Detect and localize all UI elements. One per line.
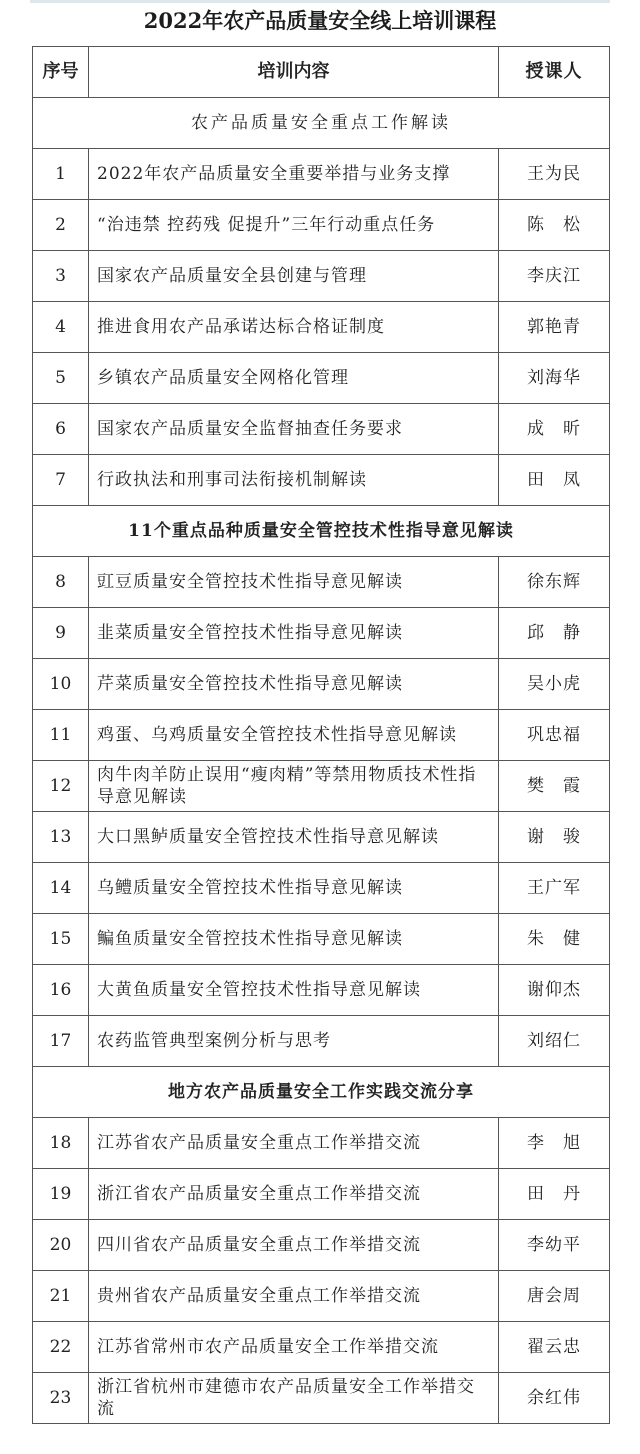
row-number: 17 bbox=[33, 1016, 89, 1067]
row-lecturer: 邱 静 bbox=[499, 608, 610, 659]
row-number: 11 bbox=[33, 710, 89, 761]
row-number: 12 bbox=[33, 761, 89, 812]
row-lecturer: 刘海华 bbox=[499, 353, 610, 404]
table-row bbox=[33, 812, 610, 863]
table-row bbox=[33, 659, 610, 710]
row-number: 19 bbox=[33, 1169, 89, 1220]
row-content: 江苏省常州市农产品质量安全工作举措交流 bbox=[89, 1322, 499, 1373]
row-number: 2 bbox=[33, 200, 89, 251]
table-row bbox=[33, 1322, 610, 1373]
row-lecturer: 吴小虎 bbox=[499, 659, 610, 710]
header-no: 序号 bbox=[33, 47, 89, 98]
row-number: 10 bbox=[33, 659, 89, 710]
row-lecturer: 朱 健 bbox=[499, 914, 610, 965]
row-lecturer: 谢仰杰 bbox=[499, 965, 610, 1016]
row-content: 芹菜质量安全管控技术性指导意见解读 bbox=[89, 659, 499, 710]
section-title: 农产品质量安全重点工作解读 bbox=[33, 98, 610, 149]
row-number: 14 bbox=[33, 863, 89, 914]
row-number: 13 bbox=[33, 812, 89, 863]
row-number: 7 bbox=[33, 455, 89, 506]
row-content: 行政执法和刑事司法衔接机制解读 bbox=[89, 455, 499, 506]
row-lecturer: 徐东辉 bbox=[499, 557, 610, 608]
row-content: 韭菜质量安全管控技术性指导意见解读 bbox=[89, 608, 499, 659]
row-number: 3 bbox=[33, 251, 89, 302]
row-number: 15 bbox=[33, 914, 89, 965]
table-row bbox=[33, 608, 610, 659]
scan-edge bbox=[30, 0, 610, 3]
row-content: 四川省农产品质量安全重点工作举措交流 bbox=[89, 1220, 499, 1271]
row-number: 18 bbox=[33, 1118, 89, 1169]
table-row bbox=[33, 965, 610, 1016]
table-row bbox=[33, 914, 610, 965]
row-lecturer: 翟云忠 bbox=[499, 1322, 610, 1373]
row-lecturer: 谢 骏 bbox=[499, 812, 610, 863]
table-row bbox=[33, 200, 610, 251]
row-content: 鸡蛋、乌鸡质量安全管控技术性指导意见解读 bbox=[89, 710, 499, 761]
row-content: 鳊鱼质量安全管控技术性指导意见解读 bbox=[89, 914, 499, 965]
document-title: 2022年农产品质量安全线上培训课程 bbox=[143, 8, 497, 33]
table-row bbox=[33, 1373, 610, 1424]
row-content: 贵州省农产品质量安全重点工作举措交流 bbox=[89, 1271, 499, 1322]
row-content: 浙江省杭州市建德市农产品质量安全工作举措交流 bbox=[89, 1373, 499, 1424]
row-content: “治违禁 控药残 促提升”三年行动重点任务 bbox=[89, 200, 499, 251]
row-number: 6 bbox=[33, 404, 89, 455]
row-number: 1 bbox=[33, 149, 89, 200]
section-row bbox=[33, 98, 610, 149]
row-content: 江苏省农产品质量安全重点工作举措交流 bbox=[89, 1118, 499, 1169]
table-row bbox=[33, 557, 610, 608]
table-row bbox=[33, 1271, 610, 1322]
table-row bbox=[33, 761, 610, 812]
row-lecturer: 李幼平 bbox=[499, 1220, 610, 1271]
row-content: 乡镇农产品质量安全网格化管理 bbox=[89, 353, 499, 404]
table-row bbox=[33, 455, 610, 506]
section-title: 地方农产品质量安全工作实践交流分享 bbox=[33, 1067, 610, 1118]
row-lecturer: 成 昕 bbox=[499, 404, 610, 455]
row-lecturer: 田 凤 bbox=[499, 455, 610, 506]
row-lecturer: 巩忠福 bbox=[499, 710, 610, 761]
row-lecturer: 李庆江 bbox=[499, 251, 610, 302]
row-content: 浙江省农产品质量安全重点工作举措交流 bbox=[89, 1169, 499, 1220]
table-row bbox=[33, 1220, 610, 1271]
table-row bbox=[33, 1169, 610, 1220]
row-lecturer: 樊 霞 bbox=[499, 761, 610, 812]
row-content: 推进食用农产品承诺达标合格证制度 bbox=[89, 302, 499, 353]
table-row bbox=[33, 1118, 610, 1169]
row-lecturer: 田 丹 bbox=[499, 1169, 610, 1220]
header-row bbox=[33, 47, 610, 98]
table-row bbox=[33, 710, 610, 761]
row-content: 大黄鱼质量安全管控技术性指导意见解读 bbox=[89, 965, 499, 1016]
row-content: 豇豆质量安全管控技术性指导意见解读 bbox=[89, 557, 499, 608]
table-row bbox=[33, 251, 610, 302]
row-number: 23 bbox=[33, 1373, 89, 1424]
header-lecturer: 授课人 bbox=[499, 47, 610, 98]
row-lecturer: 郭艳青 bbox=[499, 302, 610, 353]
section-title: 11个重点品种质量安全管控技术性指导意见解读 bbox=[33, 506, 610, 557]
row-number: 5 bbox=[33, 353, 89, 404]
row-lecturer: 王广军 bbox=[499, 863, 610, 914]
table-row bbox=[33, 404, 610, 455]
row-content: 大口黑鲈质量安全管控技术性指导意见解读 bbox=[89, 812, 499, 863]
row-number: 4 bbox=[33, 302, 89, 353]
row-content: 农药监管典型案例分析与思考 bbox=[89, 1016, 499, 1067]
course-table bbox=[32, 46, 610, 1424]
row-content: 国家农产品质量安全县创建与管理 bbox=[89, 251, 499, 302]
row-number: 20 bbox=[33, 1220, 89, 1271]
row-number: 16 bbox=[33, 965, 89, 1016]
row-lecturer: 刘绍仁 bbox=[499, 1016, 610, 1067]
section-row bbox=[33, 1067, 610, 1118]
row-content: 乌鳢质量安全管控技术性指导意见解读 bbox=[89, 863, 499, 914]
row-lecturer: 王为民 bbox=[499, 149, 610, 200]
row-content: 国家农产品质量安全监督抽查任务要求 bbox=[89, 404, 499, 455]
row-lecturer: 余红伟 bbox=[499, 1373, 610, 1424]
header-content: 培训内容 bbox=[89, 47, 499, 98]
row-lecturer: 唐会周 bbox=[499, 1271, 610, 1322]
table-row bbox=[33, 302, 610, 353]
table-row bbox=[33, 863, 610, 914]
row-lecturer: 陈 松 bbox=[499, 200, 610, 251]
row-content: 肉牛肉羊防止误用“瘦肉精”等禁用物质技术性指导意见解读 bbox=[89, 761, 499, 812]
table-row bbox=[33, 149, 610, 200]
row-content: 2022年农产品质量安全重要举措与业务支撑 bbox=[89, 149, 499, 200]
row-lecturer: 李 旭 bbox=[499, 1118, 610, 1169]
table-row bbox=[33, 353, 610, 404]
row-number: 21 bbox=[33, 1271, 89, 1322]
row-number: 9 bbox=[33, 608, 89, 659]
table-row bbox=[33, 1016, 610, 1067]
row-number: 8 bbox=[33, 557, 89, 608]
row-number: 22 bbox=[33, 1322, 89, 1373]
section-row bbox=[33, 506, 610, 557]
